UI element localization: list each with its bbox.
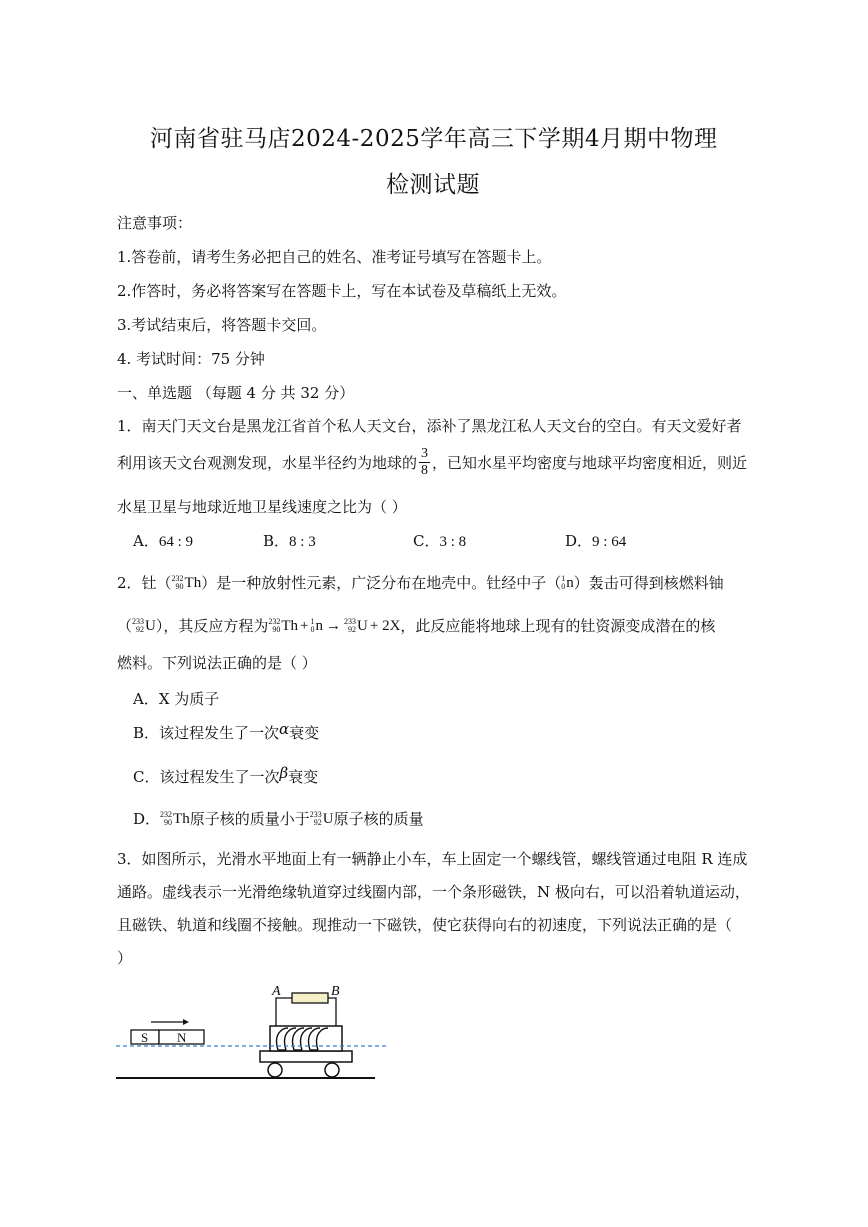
q2-option-b-post: 衰变 — [289, 724, 320, 742]
uranium-nuclide — [132, 618, 156, 635]
q1-option-b-value: 8 : 3 — [289, 534, 316, 550]
opt-d-th-z: 90 — [164, 818, 173, 828]
solenoid-cart-figure — [110, 982, 400, 1087]
q3-line1: 3．如图所示，光滑水平地面上有一辆静止小车，车上固定一个螺线管，螺线管通过电阻 R 连成 — [117, 850, 748, 868]
cart-wheel-right — [325, 1063, 339, 1077]
q2-line2-b: ），其反应方程为 — [155, 617, 269, 635]
notice-item-3: 3.考试结束后，将答题卡交回。 — [117, 316, 327, 334]
q3-line2: 通路。虚线表示一光滑绝缘轨道穿过线圈内部，一个条形磁铁，N 极向右，可以沿着轨道运动， — [117, 883, 750, 901]
q1-option-d — [565, 530, 626, 551]
eq-arrow: → — [326, 617, 342, 634]
q1-option-a-value: 64 : 9 — [158, 534, 194, 550]
eq-n-z: 0 — [310, 625, 315, 635]
q1-line3: 水星卫星与地球近地卫星线速度之比为（ ） — [117, 498, 407, 516]
opt-d-th-symbol: Th — [173, 810, 190, 827]
thorium-mass: 232 — [171, 574, 184, 584]
q1-option-c-label: C． — [413, 532, 440, 550]
q2-line1-b: ）是一种放射性元素，广泛分布在地壳中。钍经中子（ — [201, 574, 562, 592]
eq-u-symbol: U — [357, 617, 368, 634]
q1-option-b — [263, 530, 316, 551]
q2-line1 — [117, 572, 724, 593]
page-title-line1: 河南省驻马店2024-2025学年高三下学期4月期中物理 — [150, 126, 718, 152]
thorium-z: 90 — [175, 582, 184, 592]
q1-line2 — [117, 446, 747, 479]
thorium-nuclide — [172, 575, 202, 592]
q2-option-d-label: D． — [133, 810, 161, 828]
neutron-mass: 1 — [561, 574, 566, 584]
cart-wheel-left — [268, 1063, 282, 1077]
q2-option-b — [133, 720, 319, 743]
q1-fraction — [419, 446, 430, 479]
section-heading: 一、单选题 （每题 4 分 共 32 分） — [117, 384, 355, 402]
q2-option-d-mid: 原子核的质量小于 — [189, 810, 310, 828]
magnet-s-label: S — [141, 1030, 149, 1045]
q3-line3: 且磁铁、轨道和线圈不接触。现推动一下磁铁，使它获得向右的初速度，下列说法正确的是（ — [117, 916, 733, 934]
notice-heading: 注意事项： — [117, 214, 193, 232]
q2-option-c-post: 衰变 — [288, 768, 319, 786]
uranium-z: 92 — [136, 625, 145, 635]
q1-option-c — [413, 530, 466, 551]
eq-plus: + — [300, 617, 309, 634]
q2-option-a: A．X 为质子 — [133, 690, 220, 708]
eq-n-mass: 1 — [310, 617, 315, 627]
notice-item-4: 4. 考试时间：75 分钟 — [117, 350, 265, 368]
magnet-n-label: N — [177, 1030, 187, 1045]
neutron-nuclide — [561, 575, 574, 592]
q2-option-c-pre: C．该过程发生了一次 — [133, 768, 280, 786]
q2-line2-a: （ — [117, 617, 133, 635]
notice-item-1: 1.答卷前，请考生务必把自己的姓名、准考证号填写在答题卡上。 — [117, 248, 552, 266]
alpha-symbol: α — [279, 720, 290, 738]
neutron-z: 0 — [561, 582, 566, 592]
q1-option-b-label: B． — [263, 532, 290, 550]
resistor-r — [292, 993, 328, 1003]
q2-option-b-pre: B．该过程发生了一次 — [133, 724, 280, 742]
eq-u-mass: 233 — [344, 617, 357, 627]
notice-item-2: 2.作答时，务必将答案写在答题卡上，写在本试卷及草稿纸上无效。 — [117, 282, 567, 300]
label-a: A — [272, 984, 281, 999]
q2-line1-a: 2．钍（ — [117, 574, 172, 592]
page-title-line2: 检测试题 — [386, 172, 480, 198]
q1-frac-denominator: 8 — [421, 463, 429, 478]
uranium-mass: 233 — [132, 617, 145, 627]
q1-line2-pre: 利用该天文台观测发现，水星半径约为地球的 — [117, 454, 418, 472]
cart-platform — [260, 1051, 352, 1062]
eq-tail: + 2X — [369, 617, 401, 634]
q1-frac-numerator: 3 — [421, 446, 429, 461]
reaction-equation — [268, 618, 400, 634]
q1-option-d-value: 9 : 64 — [592, 534, 627, 550]
eq-th-symbol: Th — [281, 617, 299, 634]
eq-u-z: 92 — [348, 625, 357, 635]
eq-th-z: 90 — [272, 625, 281, 635]
q3-line4: ） — [117, 949, 133, 967]
q1-line2-post: ，已知水星平均密度与地球平均密度相近，则近 — [432, 454, 748, 472]
eq-n-symbol: n — [315, 617, 324, 634]
opt-d-u-symbol: U — [322, 810, 334, 827]
thorium-symbol: Th — [184, 574, 202, 591]
q1-option-d-label: D． — [565, 532, 593, 550]
wire-left — [276, 998, 292, 1026]
q2-line2 — [117, 615, 715, 636]
opt-d-th-mass: 232 — [160, 810, 173, 820]
q1-line1: 1．南天门天文台是黑龙江省首个私人天文台，添补了黑龙江私人天文台的空白。有天文爱好者 — [117, 417, 742, 435]
velocity-arrow-head — [183, 1019, 189, 1025]
q2-option-d-post: 原子核的质量 — [333, 810, 424, 828]
q1-option-a — [133, 530, 193, 551]
q2-line3: 燃料。下列说法正确的是（ ） — [117, 654, 317, 672]
beta-symbol: β — [279, 764, 289, 782]
q1-option-a-label: A． — [133, 532, 159, 550]
label-b: B — [331, 984, 340, 999]
q2-option-d — [133, 808, 424, 829]
q2-line1-c: ）轰击可得到核燃料铀 — [573, 574, 724, 592]
opt-d-u-mass: 233 — [309, 810, 322, 820]
opt-d-u-z: 92 — [313, 818, 322, 828]
q1-option-c-value: 3 : 8 — [439, 534, 467, 550]
neutron-symbol: n — [566, 574, 574, 591]
wire-right — [328, 998, 336, 1026]
uranium-symbol: U — [145, 617, 156, 634]
eq-th-mass: 232 — [268, 617, 281, 627]
q2-option-c — [133, 764, 318, 787]
q2-line2-c: ，此反应能将地球上现有的钍资源变成潜在的核 — [400, 617, 716, 635]
